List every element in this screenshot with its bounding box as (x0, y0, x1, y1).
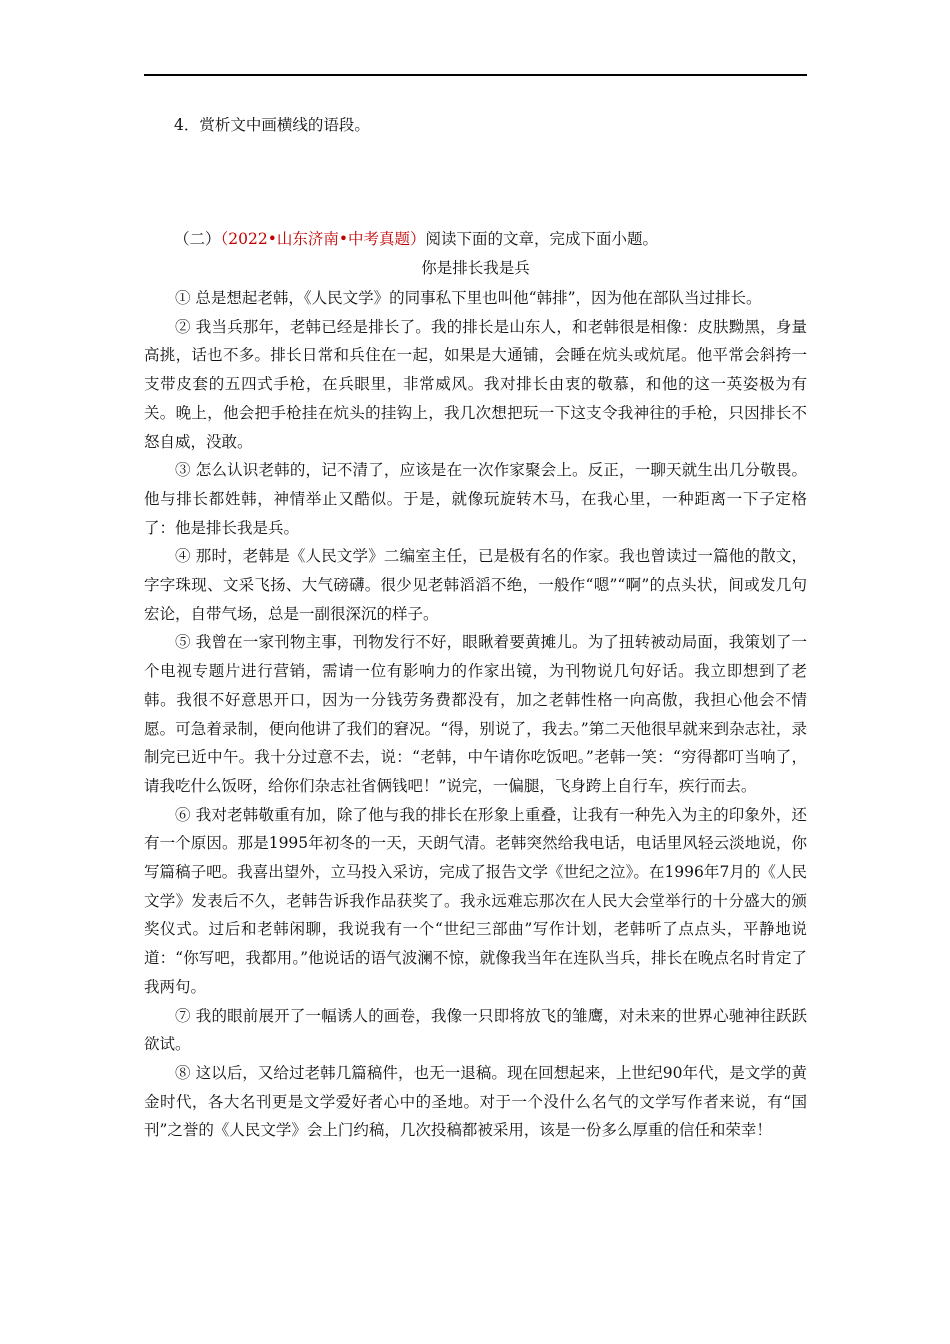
paragraph-7: ⑦ 我的眼前展开了一幅诱人的画卷，我像一只即将放飞的雏鹰，对未来的世界心驰神往跃跃欲试。 (144, 1006, 807, 1054)
paragraph-5: ⑤ 我曾在一家刊物主事，刊物发行不好，眼瞅着要黄摊儿。为了扭转被动局面，我策划了一个电视专题片进行营销，需请一位有影响力的作家出镜，为刊物说几句好话。我立即想到了老韩。我很不好意思开口，因为一分钱劳务费都没有，加之老韩性格一向高傲，我担心他会不情愿。可急着录制，便向他讲了我们的窘况。“得，别说了，我去。”第二天他很早就来到杂志社，录制完已近中午。我十分过意不去，说：“老韩，中午请你吃饭吧。”老韩一笑：“穷得都叮当响了，请我吃什么饭呀，给你们杂志社省俩钱吧！”说完，一偏腿，飞身跨上自行车，疾行而去。 (144, 633, 807, 795)
header-rule (144, 74, 807, 76)
article-title: 你是排长我是兵 (421, 259, 530, 277)
paragraph-6: ⑥ 我对老韩敬重有加，除了他与我的排长在形象上重叠，让我有一种先入为主的印象外，还有一个原因。那是1995年初冬的一天，天朗气清。老韩突然给我电话，电话里风轻云淡地说，你写篇稿子吧。我喜出望外，立马投入采访，完成了报告文学《世纪之泣》。在1996年7月的《人民文学》发表后不久，老韩告诉我作品获奖了。我永远难忘那次在人民大会堂举行的十分盛大的颁奖仪式。过后和老韩闲聊，我说我有一个“世纪三部曲”写作计划，老韩听了点点头，平静地说道：“你写吧，我都用。”他说话的语气波澜不惊，就像我当年在连队当兵，排长在晚点名时肯定了我两句。 (144, 805, 807, 996)
section-instruction: 阅读下面的文章，完成下面小题。 (425, 230, 659, 248)
question-4: 4．赏析文中画横线的语段。 (174, 116, 370, 134)
paragraph-1: ① 总是想起老韩，《人民文学》的同事私下里也叫他“韩排”，因为他在部队当过排长。 (175, 289, 762, 307)
paragraph-4: ④ 那时，老韩是《人民文学》二编室主任，已是极有名的作家。我也曾读过一篇他的散文，字字珠现、文采飞扬、大气磅礴。很少见老韩滔滔不绝，一般作“嗯”“啊”的点头状，间或发几句宏论，自带气场，总是一副很深沉的样子。 (144, 547, 807, 623)
exam-source: （2022•山东济南•中考真题） (220, 230, 426, 248)
paragraph-2: ② 我当兵那年，老韩已经是排长了。我的排长是山东人，和老韩很是相像：皮肤黝黑，身量高挑，话也不多。排长日常和兵住在一起，如果是大通铺，会睡在炕头或炕尾。他平常会斜挎一支带皮套的五四式手枪，在兵眼里，非常威风。我对排长由衷的敬慕，和他的这一英姿极为有关。晚上，他会把手枪挂在炕头的挂钩上，我几次想把玩一下这支令我神往的手枪，只因排长不怒自威，没敢。 (144, 317, 807, 451)
section-heading (144, 228, 807, 250)
paragraph-3: ③ 怎么认识老韩的，记不清了，应该是在一次作家聚会上。反正，一聊天就生出几分敬畏。他与排长都姓韩，神情举止又酷似。于是，就像玩旋转木马，在我心里，一种距离一下子定格了：他是排长我是兵。 (144, 461, 807, 537)
section-label: （二） (174, 230, 221, 248)
paragraph-8: ⑧ 这以后，又给过老韩几篇稿件，也无一退稿。现在回想起来，上世纪90年代，是文学的黄金时代，各大名刊更是文学爱好者心中的圣地。对于一个没什么名气的文学写作者来说，有“国刊”之誉的《人民文学》会上门约稿，几次投稿都被采用，该是一份多么厚重的信任和荣幸！ (144, 1063, 807, 1140)
article-body (144, 284, 807, 1145)
